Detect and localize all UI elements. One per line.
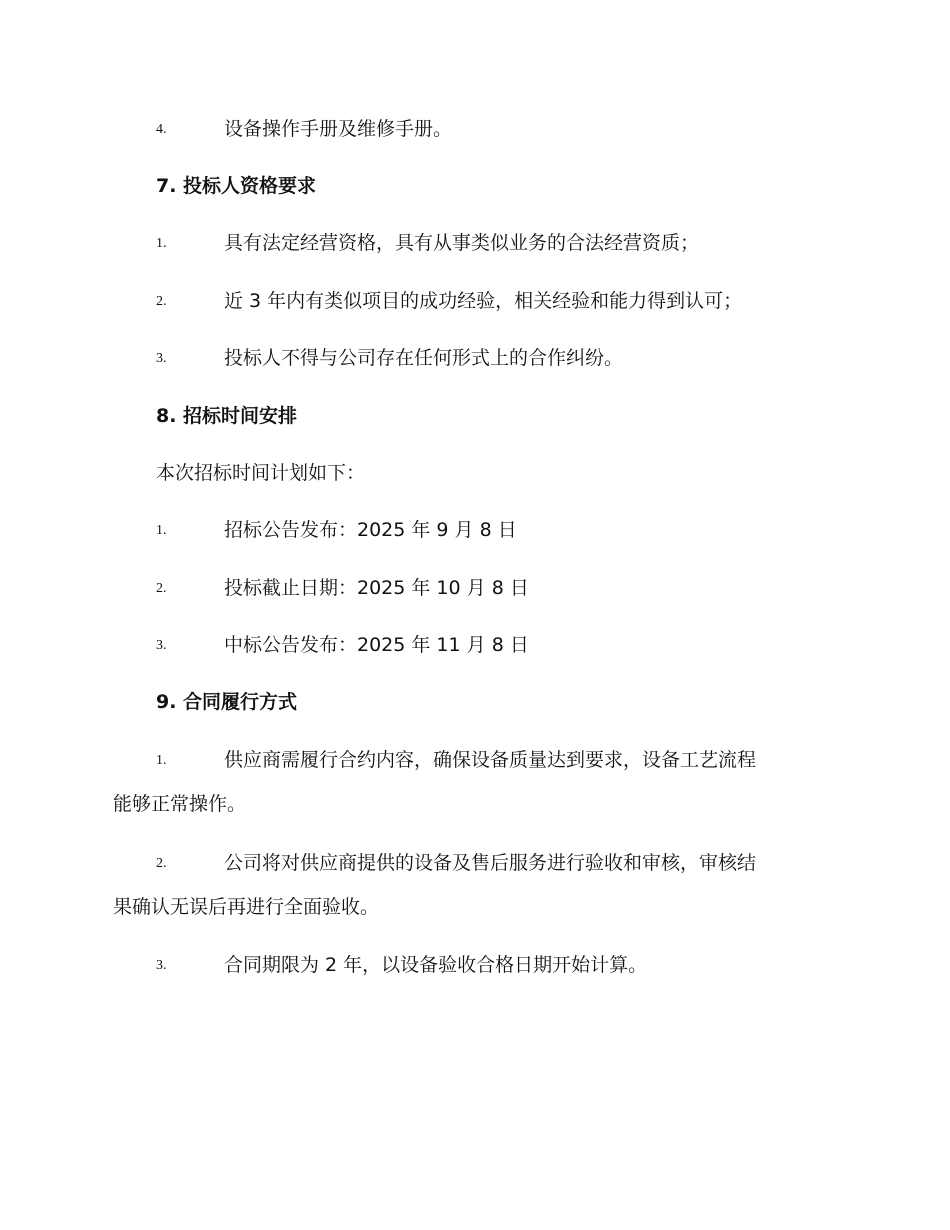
list-number: 1. [156,753,167,768]
list-text: 招标公告发布：2025 年 9 月 8 日 [224,519,517,541]
list-text: 具有法定经营资格，具有从事类似业务的合法经营资质； [224,232,700,254]
list-text: 合同期限为 2 年，以设备验收合格日期开始计算。 [224,954,648,976]
list-text: 供应商需履行合约内容，确保设备质量达到要求，设备工艺流程 [224,749,757,771]
list-number: 4. [156,122,167,137]
list-number: 1. [156,236,167,251]
section-heading-8: 8. 招标时间安排 [156,405,298,427]
list-text-continuation: 能够正常操作。 [113,793,247,815]
list-number: 3. [156,351,167,366]
list-text: 投标人不得与公司存在任何形式上的合作纠纷。 [224,347,624,369]
list-number: 2. [156,581,167,596]
list-number: 3. [156,958,167,973]
section-heading-9: 9. 合同履行方式 [156,691,298,713]
list-number: 1. [156,523,167,538]
list-text: 公司将对供应商提供的设备及售后服务进行验收和审核，审核结 [224,852,757,874]
list-number: 2. [156,294,167,309]
section-intro: 本次招标时间计划如下： [156,462,366,484]
list-text: 投标截止日期：2025 年 10 月 8 日 [224,577,529,599]
list-number: 2. [156,856,167,871]
section-heading-7: 7. 投标人资格要求 [156,175,317,197]
list-text: 设备操作手册及维修手册。 [224,118,453,140]
list-number: 3. [156,638,167,653]
list-text-continuation: 果确认无误后再进行全面验收。 [113,896,380,918]
list-text: 近 3 年内有类似项目的成功经验，相关经验和能力得到认可； [224,290,743,312]
list-text: 中标公告发布：2025 年 11 月 8 日 [224,634,529,656]
